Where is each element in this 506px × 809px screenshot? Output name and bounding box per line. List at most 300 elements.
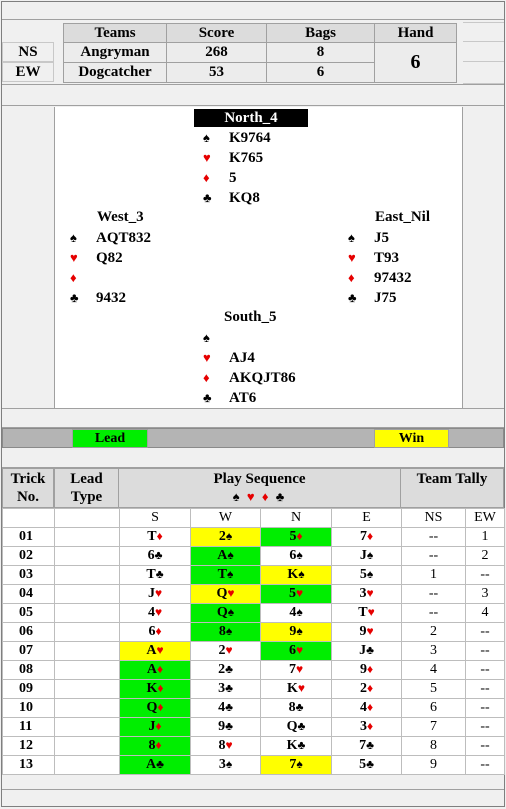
top-strip: [2, 2, 504, 20]
play-sequence-title: Play Sequence: [213, 471, 306, 487]
club-icon: ♣: [203, 190, 212, 205]
col-header-ew: EW: [466, 509, 505, 528]
lead-type-cell: [55, 680, 120, 699]
card-rank: 6: [288, 643, 296, 658]
east-hearts: T93: [374, 249, 400, 266]
diamond-icon: ♦: [348, 270, 355, 285]
card-e: [332, 585, 402, 604]
north-clubs-row: [203, 188, 260, 208]
card-rank: A: [146, 662, 157, 677]
diamond-icon: ♦: [155, 719, 162, 733]
col-header-n: N: [261, 509, 332, 528]
card-n: [261, 642, 332, 661]
club-icon: ♣: [154, 548, 163, 562]
card-rank: 3: [218, 757, 226, 772]
bottom-strip: [2, 789, 504, 807]
card-s: [120, 623, 191, 642]
right-header-divider: [463, 41, 504, 62]
south-diamonds: AKQJT86: [229, 369, 296, 386]
north-hand-label: North_4: [194, 109, 308, 127]
card-e: [332, 680, 402, 699]
heart-icon: ♥: [156, 643, 164, 657]
heart-icon: ♥: [246, 489, 257, 504]
club-icon: ♣: [366, 643, 374, 657]
trick-row: [3, 718, 505, 737]
card-rank: 6: [147, 548, 155, 563]
club-icon: ♣: [70, 290, 79, 305]
tally-ew: --: [466, 680, 505, 699]
spade-icon: ♠: [296, 605, 303, 619]
card-n: [261, 528, 332, 547]
heart-icon: ♥: [297, 681, 305, 695]
diamond-icon: ♦: [156, 529, 163, 543]
trick-number: 08: [3, 661, 55, 680]
card-w: [191, 547, 261, 566]
card-rank: 5: [359, 567, 367, 582]
trick-number: 09: [3, 680, 55, 699]
card-n: [261, 699, 332, 718]
north-spades-row: [203, 128, 271, 148]
card-rank: 8: [218, 738, 226, 753]
card-rank: 9: [289, 624, 297, 639]
north-hearts: K765: [229, 149, 264, 166]
card-w: [191, 642, 261, 661]
spade-icon: ♠: [296, 624, 303, 638]
diamond-icon: ♦: [70, 270, 77, 285]
diamond-icon: ♦: [157, 662, 164, 676]
score-header: Score: [166, 23, 267, 43]
trick-number: 06: [3, 623, 55, 642]
tally-ew: 3: [466, 585, 505, 604]
win-legend: Win: [374, 429, 449, 448]
trick-number: 01: [3, 528, 55, 547]
south-hand-label: South_5: [224, 309, 277, 325]
north-diamonds-row: [203, 168, 237, 188]
heart-icon: ♥: [154, 605, 163, 619]
south-clubs-row: [203, 388, 256, 408]
card-rank: J: [359, 548, 367, 563]
club-icon: ♣: [225, 700, 233, 714]
west-clubs-row: [70, 288, 126, 308]
heart-icon: ♥: [366, 586, 374, 600]
heart-icon: ♥: [203, 150, 211, 165]
tally-ns: 2: [402, 623, 466, 642]
card-w: [191, 623, 261, 642]
card-e: [332, 642, 402, 661]
card-rank: 5: [288, 586, 296, 601]
card-w: [191, 566, 261, 585]
east-clubs: J75: [374, 289, 397, 306]
card-w: [191, 699, 261, 718]
team-tally-header: Team Tally: [400, 468, 504, 508]
trick-row: [3, 661, 505, 680]
card-n: [261, 661, 332, 680]
club-icon: ♣: [297, 719, 306, 733]
tally-ns: --: [402, 547, 466, 566]
diamond-icon: ♦: [366, 662, 374, 676]
club-icon: ♣: [295, 700, 304, 714]
spade-icon: ♠: [227, 548, 234, 562]
trick-number: 11: [3, 718, 55, 737]
card-e: [332, 623, 402, 642]
card-rank: 7: [289, 757, 297, 772]
tally-ns: 7: [402, 718, 466, 737]
south-hearts-row: [203, 348, 255, 368]
east-clubs-row: [348, 288, 397, 308]
trick-row: [3, 642, 505, 661]
ns-side-label: NS: [2, 42, 54, 62]
card-rank: 4: [218, 700, 226, 715]
tally-ew: --: [466, 661, 505, 680]
west-spades: AQT832: [96, 229, 152, 246]
card-n: [261, 756, 332, 775]
card-rank: A: [146, 643, 157, 658]
col-header-e: E: [332, 509, 402, 528]
heart-icon: ♥: [203, 350, 211, 365]
card-rank: J: [359, 643, 367, 658]
lead-type-cell: [55, 718, 120, 737]
tally-ew: --: [466, 566, 505, 585]
tally-ns: 6: [402, 699, 466, 718]
club-icon: ♣: [155, 567, 164, 581]
ns-score: 268: [166, 42, 267, 63]
card-rank: T: [147, 529, 157, 544]
south-hearts: AJ4: [229, 349, 255, 366]
diamond-icon: ♦: [203, 370, 210, 385]
card-rank: K: [286, 738, 298, 753]
lead-type-cell: [55, 585, 120, 604]
trick-number: 07: [3, 642, 55, 661]
col-header-ns: NS: [402, 509, 466, 528]
card-w: [191, 680, 261, 699]
trick-number: 10: [3, 699, 55, 718]
trick-number: 12: [3, 737, 55, 756]
card-rank: 2: [218, 643, 226, 658]
card-n: [261, 718, 332, 737]
card-rank: 7: [359, 529, 367, 544]
card-s: [120, 642, 191, 661]
card-n: [261, 623, 332, 642]
col-header-w: W: [191, 509, 261, 528]
card-rank: 6: [289, 548, 297, 563]
trick-row: [3, 756, 505, 775]
lead-type-cell: [55, 661, 120, 680]
ns-team-name: Angryman: [63, 42, 167, 63]
tally-ns: 1: [402, 566, 466, 585]
tally-ns: 5: [402, 680, 466, 699]
tally-ew: --: [466, 718, 505, 737]
card-rank: 5: [289, 529, 297, 544]
card-s: [120, 604, 191, 623]
trick-number: 04: [3, 585, 55, 604]
trick-number: 05: [3, 604, 55, 623]
blank-cell: [55, 509, 120, 528]
spade-icon: ♠: [226, 567, 234, 581]
trick-row: [3, 528, 505, 547]
east-hearts-row: [348, 248, 399, 268]
card-rank: K: [146, 681, 158, 696]
diamond-icon: ♦: [261, 489, 271, 504]
card-rank: 9: [359, 662, 367, 677]
tally-ew: 1: [466, 528, 505, 547]
ns-bags: 8: [266, 42, 375, 63]
hand-header: Hand: [374, 23, 457, 43]
play-sequence-header: [118, 468, 401, 508]
diamond-icon: ♦: [366, 529, 374, 543]
card-n: [261, 680, 332, 699]
hand-number: 6: [374, 42, 457, 83]
spade-icon: ♠: [348, 230, 355, 245]
west-clubs: 9432: [96, 289, 126, 306]
card-rank: 3: [218, 681, 226, 696]
tally-ns: --: [402, 585, 466, 604]
tally-ns: 3: [402, 642, 466, 661]
card-rank: 7: [359, 738, 367, 753]
card-s: [120, 585, 191, 604]
lead-type-cell: [55, 737, 120, 756]
club-icon: ♣: [225, 681, 233, 695]
card-rank: 8: [288, 700, 296, 715]
club-icon: ♣: [366, 738, 374, 752]
tally-ew: --: [466, 623, 505, 642]
club-icon: ♣: [225, 662, 233, 676]
trick-no-header: [2, 468, 54, 508]
card-rank: 7: [288, 662, 296, 677]
trick-row: [3, 623, 505, 642]
card-rank: A: [217, 548, 228, 563]
play-sequence-suits: [119, 489, 400, 505]
spade-icon: ♠: [366, 548, 374, 562]
card-rank: 2: [218, 662, 226, 677]
north-clubs: KQ8: [229, 189, 260, 206]
heart-icon: ♥: [227, 586, 235, 600]
tricks-table: [2, 508, 505, 775]
trick-row: [3, 585, 505, 604]
east-hand-label: East_Nil: [375, 209, 431, 225]
card-rank: 6: [148, 624, 156, 639]
card-rank: Q: [146, 700, 158, 715]
card-rank: 8: [148, 738, 156, 753]
diamond-icon: ♦: [155, 624, 162, 638]
diamond-icon: ♦: [155, 738, 162, 752]
card-w: [191, 604, 261, 623]
card-rank: Q: [216, 586, 228, 601]
col-header-s: S: [120, 509, 191, 528]
club-icon: ♣: [366, 757, 374, 771]
card-w: [191, 528, 261, 547]
card-w: [191, 737, 261, 756]
east-spades: J5: [374, 229, 389, 246]
tally-ns: 8: [402, 737, 466, 756]
tally-ew: --: [466, 699, 505, 718]
east-diamonds: 97432: [374, 269, 412, 286]
trick-number: 02: [3, 547, 55, 566]
north-spades: K9764: [229, 129, 271, 146]
north-hearts-row: [203, 148, 263, 168]
ew-score: 53: [166, 62, 267, 83]
teams-header: Teams: [63, 23, 167, 43]
tally-ew: --: [466, 642, 505, 661]
ew-side-label: EW: [2, 62, 54, 82]
card-e: [332, 566, 402, 585]
card-w: [191, 756, 261, 775]
heart-icon: ♥: [366, 624, 374, 638]
card-rank: 3: [359, 586, 367, 601]
card-n: [261, 566, 332, 585]
spade-icon: ♠: [70, 230, 77, 245]
spade-icon: ♠: [203, 330, 210, 345]
trick-row: [3, 604, 505, 623]
heart-icon: ♥: [295, 586, 304, 600]
lead-type-cell: [55, 528, 120, 547]
heart-icon: ♥: [295, 662, 304, 676]
spacer-row-3: [2, 448, 504, 468]
card-rank: 4: [359, 700, 367, 715]
card-e: [332, 737, 402, 756]
trick-row: [3, 699, 505, 718]
east-diamonds-row: [348, 268, 412, 288]
card-rank: 4: [147, 605, 155, 620]
card-s: [120, 661, 191, 680]
spade-icon: ♠: [227, 605, 235, 619]
card-n: [261, 547, 332, 566]
card-e: [332, 528, 402, 547]
club-icon: ♣: [225, 719, 233, 733]
south-diamonds-row: [203, 368, 296, 388]
spade-icon: ♠: [296, 548, 303, 562]
diamond-icon: ♦: [366, 700, 374, 714]
tally-ew: 2: [466, 547, 505, 566]
club-icon: ♣: [203, 390, 212, 405]
diamond-icon: ♦: [296, 529, 303, 543]
card-n: [261, 737, 332, 756]
club-icon: ♣: [275, 489, 287, 504]
spade-icon: ♠: [232, 489, 242, 504]
card-s: [120, 718, 191, 737]
card-s: [120, 528, 191, 547]
lead-type-cell: [55, 756, 120, 775]
card-rank: 2: [218, 529, 226, 544]
card-rank: 5: [359, 757, 367, 772]
card-e: [332, 699, 402, 718]
card-e: [332, 718, 402, 737]
heart-icon: ♥: [348, 250, 356, 265]
spade-icon: ♠: [225, 529, 233, 543]
card-rank: K: [286, 681, 298, 696]
card-rank: 8: [218, 624, 226, 639]
north-diamonds: 5: [229, 169, 237, 186]
lead-type-cell: [55, 604, 120, 623]
spade-icon: ♠: [298, 567, 305, 581]
spade-icon: ♠: [225, 624, 233, 638]
tally-ns: 4: [402, 661, 466, 680]
card-rank: J: [147, 586, 155, 601]
spacer-row-2: [2, 408, 504, 428]
diamond-icon: ♦: [366, 681, 374, 695]
west-hearts-row: [70, 248, 123, 268]
card-rank: 9: [218, 719, 226, 734]
card-s: [120, 680, 191, 699]
card-n: [261, 585, 332, 604]
lead-type-cell: [55, 547, 120, 566]
card-rank: T: [358, 605, 368, 620]
west-diamonds-row: [70, 268, 96, 288]
lead-type-cell: [55, 699, 120, 718]
card-rank: 3: [359, 719, 367, 734]
tally-ns: 9: [402, 756, 466, 775]
lead-type-header-text: Lead Type: [70, 471, 103, 505]
ew-team-name: Dogcatcher: [63, 62, 167, 83]
west-spades-row: [70, 228, 151, 248]
card-s: [120, 699, 191, 718]
club-icon: ♣: [156, 757, 164, 771]
card-e: [332, 756, 402, 775]
trick-number: 13: [3, 756, 55, 775]
lead-type-header: [54, 468, 119, 508]
card-e: [332, 604, 402, 623]
trick-number: 03: [3, 566, 55, 585]
tally-ew: --: [466, 756, 505, 775]
heart-icon: ♥: [295, 643, 304, 657]
card-rank: J: [148, 719, 156, 734]
east-spades-row: [348, 228, 389, 248]
trick-row: [3, 547, 505, 566]
club-icon: ♣: [297, 738, 306, 752]
south-clubs: AT6: [229, 389, 257, 406]
tally-ew: --: [466, 737, 505, 756]
lead-type-cell: [55, 566, 120, 585]
spade-icon: ♠: [366, 567, 374, 581]
card-e: [332, 661, 402, 680]
lead-legend: Lead: [72, 429, 148, 448]
card-s: [120, 566, 191, 585]
card-rank: K: [287, 567, 299, 582]
diamond-icon: ♦: [203, 170, 210, 185]
card-rank: T: [146, 567, 156, 582]
card-rank: 4: [289, 605, 297, 620]
west-hearts: Q82: [96, 249, 123, 266]
south-spades-row: [203, 328, 229, 348]
trick-row: [3, 566, 505, 585]
spacer-row: [2, 84, 504, 106]
tally-ns: --: [402, 604, 466, 623]
blank-cell: [3, 509, 55, 528]
lead-type-cell: [55, 623, 120, 642]
card-rank: A: [146, 757, 157, 772]
diamond-icon: ♦: [157, 700, 164, 714]
card-w: [191, 585, 261, 604]
heart-icon: ♥: [367, 605, 375, 619]
diamond-icon: ♦: [366, 719, 374, 733]
trick-no-header-text: Trick No.: [10, 471, 46, 505]
lead-type-cell: [55, 642, 120, 661]
diamond-icon: ♦: [157, 681, 164, 695]
heart-icon: ♥: [225, 643, 233, 657]
trick-row: [3, 680, 505, 699]
card-rank: T: [217, 567, 227, 582]
heart-icon: ♥: [154, 586, 163, 600]
card-n: [261, 604, 332, 623]
heart-icon: ♥: [70, 250, 78, 265]
tally-ns: --: [402, 528, 466, 547]
west-hand-label: West_3: [97, 209, 144, 225]
card-s: [120, 737, 191, 756]
card-rank: Q: [216, 605, 228, 620]
bags-header: Bags: [266, 23, 375, 43]
trick-row: [3, 737, 505, 756]
club-icon: ♣: [348, 290, 357, 305]
spade-icon: ♠: [203, 130, 210, 145]
